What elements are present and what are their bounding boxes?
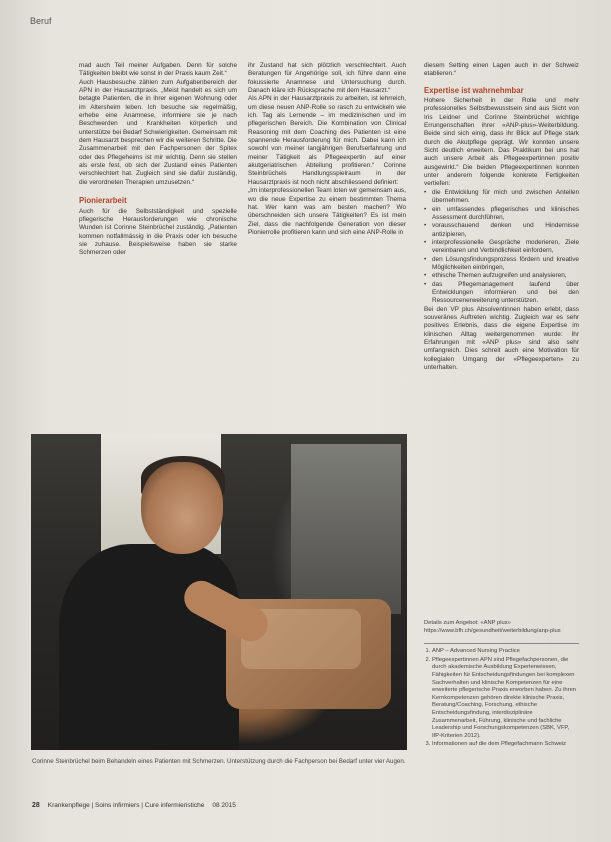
page-number: 28 [32, 802, 40, 809]
photo-caption: Corinne Steinbrüchel beim Behandeln eines Patienten mit Schmerzen. Unterstützung durch die Fachperson bei Bedarf unter vier Augen. [32, 758, 406, 765]
article-photo [31, 434, 407, 750]
publication-name: Krankenpflege | Soins infirmiers | Cure infermieristiche [47, 802, 205, 809]
paragraph: ihr Zustand hat sich plötzlich verschlechtert. Auch Beratungen für Angehörige soll, ich führe dann eine fokussierte Anamnese und Untersuchung durch. Danach kläre ich Rücksprache mit dem Hausarzt.“ [248, 62, 406, 95]
column-1 [79, 62, 237, 258]
paragraph: diesem Setting einen Lagen auch in der Schweiz etablieren.“ [424, 62, 579, 78]
column-3 [424, 62, 579, 372]
divider [424, 643, 579, 644]
issue-number: 08 2015 [212, 802, 236, 809]
skills-list [424, 189, 579, 306]
paragraph: „Im interprofessionellen Team loten wir gemeinsam aus, wo die neue Expertise zu einem bestimmten Thema hat. Wer kann was am besten machen? Wo überschneiden sich unsere Tätigkeiten? Es ist mein Ziel, dass die nachfolgende Generation von dieser Pionierrolle profitieren kann und sich eine ANP-Rolle in [248, 187, 406, 236]
paragraph: Bei den VP plus Absolventinnen haben erlebt, dass souveränes Auftreten wichtig. Zugleich war es sehr positives Erlebnis, dass die eigene Expertise im klinischen Alltag weitergenommen wurde: Ihr Erfahrungen mit «ANP plus» sind also sehr umfangreich. Dies schreit auch eine Motivation für kollegialen Umgang der «Pflegeexperten» zu unterhalten. [424, 305, 579, 372]
list-item: • die Entwicklung für mich und zwischen Anteilen übernehmen. [424, 189, 579, 206]
footnote: 2. Pflegeexpertinnen APN sind Pflegefachpersonen, die durch akademische Ausbildung Expertenwissen, Fähigkeiten für Entscheidungsfindungen bei komplexen Sachverhalten und klinische Kompetenzen für eine erweiterte pflegerische Praxis erworben haben. Zu ihren Kernkompetenzen gehören direkte klinische Praxis, Beratung/Coaching, Forschung, ethische Entscheidungsfindung, interdisziplinäre Zusammenarbeit, Führung, klinische und fachliche Leadership und Forschungskompetenzen (SBK, VFP, IfP-Kriterien 2012). [432, 657, 579, 741]
subheading-pionierarbeit: Pionierarbeit [79, 196, 127, 206]
paragraph: Als APN in der Hausarztpraxis zu arbeiten, ist lehrreich, um diese neuen ANP-Rolle so rasch zu entwickeln wie ich. Tag als Lernende – im medizinischen und im pflegerischen Bereich. Die Kombination von Clinical Reasoning mit dem Coaching des Patienten ist eine spannende Herausforderung für mich. Dabei kann ich sowohl von meiner langjährigen Berufserfahrung und meiner Tätigkeit als Pflegeexpertin auf einer akutgeriatrischen Abteilung profitieren.“ Corinne Steinbrüchels Handlungsspielraum in der Hausarztpraxis ist noch nicht abschliessend definiert: [248, 95, 406, 186]
photo-person-head [141, 462, 223, 554]
footnote: 1. ANP – Advanced Nursing Practice [432, 648, 579, 656]
notes-box [424, 620, 579, 750]
paragraph: Hohere Sicherheit in der Rolle und mehr professionelles Selbstbewusstsein sind aus Sicht von Iris Leidner und Corinne Steinbrüchel wichtige Errungenschaften ihrer «ANP-plus»-Weiterbildung. Beide sind sich einig, dass ihr Blick auf Pflege stark durch die Akutpflege geprägt. Wir konnten unsere Sicht deutlich erweitern. Das Praktikum bei uns hat auch unsere Arbeit als Pflegeexpertinnen positiv ausgewirkt.“ Die beiden Pflegeexpertinnen konnten unter anderem folgende konkrete Fertigkeiten vertiefen: [424, 97, 579, 188]
subheading-expertise: Expertise ist wahrnehmbar [424, 85, 524, 95]
footnotes [424, 648, 579, 749]
list-item: • den Lösungsfindungsprozess fördern und kreative Möglichkeiten einbringen, [424, 256, 579, 273]
paragraph: Auch Hausbesuche zählen zum Aufgabenbereich der APN in der Hausarztpraxis. „Meist handelt es sich um betagte Patienten, die in ihrer eigenen Wohnung oder im Altersheim leben. Ich besuche sie regelmäßig, erhebe eine Anamnese, informiere sie je nach Beschwerden und Krankheiten körperlich und unterstütze bei Bedarf Schwierigkeiten. Gemeinsam mit dem Hausarzt besprechen wir die weiteren Schritte. Die Zusammenarbeit mit den Fachpersonen der Spitex oder des Pflegeheims ist mir wichtig. Denn sie stellen als erste fest, ob sich der Zustand eines Patienten verschlechtert hat. Zugleich sind sie dafür zuständig, die verordneten Therapien umzusetzen.“ [79, 78, 237, 186]
list-item: • interprofessionelle Gespräche moderieren, Ziele vereinbaren und Verbindlichkeit einfordern, [424, 239, 579, 256]
list-item: • das Pflegemanagement laufend über Entwicklungen informieren und bei den Ressourcenerweiterung unterstützen. [424, 281, 579, 306]
paragraph: Auch für die Selbstständigkeit und spezielle pflegerische Herausforderungen wie chronische Wunden ist Corinne Steinbrüchel zuständig. „Patienten kommen notfallmässig in die Praxis oder ich besuche sie zuhause. Beispielsweise haben sie starke Schmerzen oder [79, 207, 237, 257]
page-footer [32, 802, 236, 809]
section-label: Beruf [30, 16, 52, 26]
column-2 [248, 62, 406, 237]
paragraph: mad auch Teil meiner Aufgaben. Denn für solche Tätigkeiten bleibt wie sonst in der Praxis kaum Zeit.“ [79, 62, 237, 78]
info-link-text: Details zum Angebot: «ANP plus» https://www.bfh.ch/gesundheit/weiterbildung/anp-plus [424, 620, 561, 634]
list-item: • ein umfassendes pflegerisches und klinisches Assessment durchführen, [424, 206, 579, 223]
list-item: • vorausschauend denken und Hindernisse antizipieren, [424, 222, 579, 239]
footnote: 3. Informationen auf die dem Pflegefachmann Schweiz [432, 741, 579, 749]
list-item: • ethische Themen aufzugreifen und analysieren, [424, 272, 579, 280]
photo-person-torso [59, 544, 239, 750]
photo-background-window [291, 444, 401, 614]
